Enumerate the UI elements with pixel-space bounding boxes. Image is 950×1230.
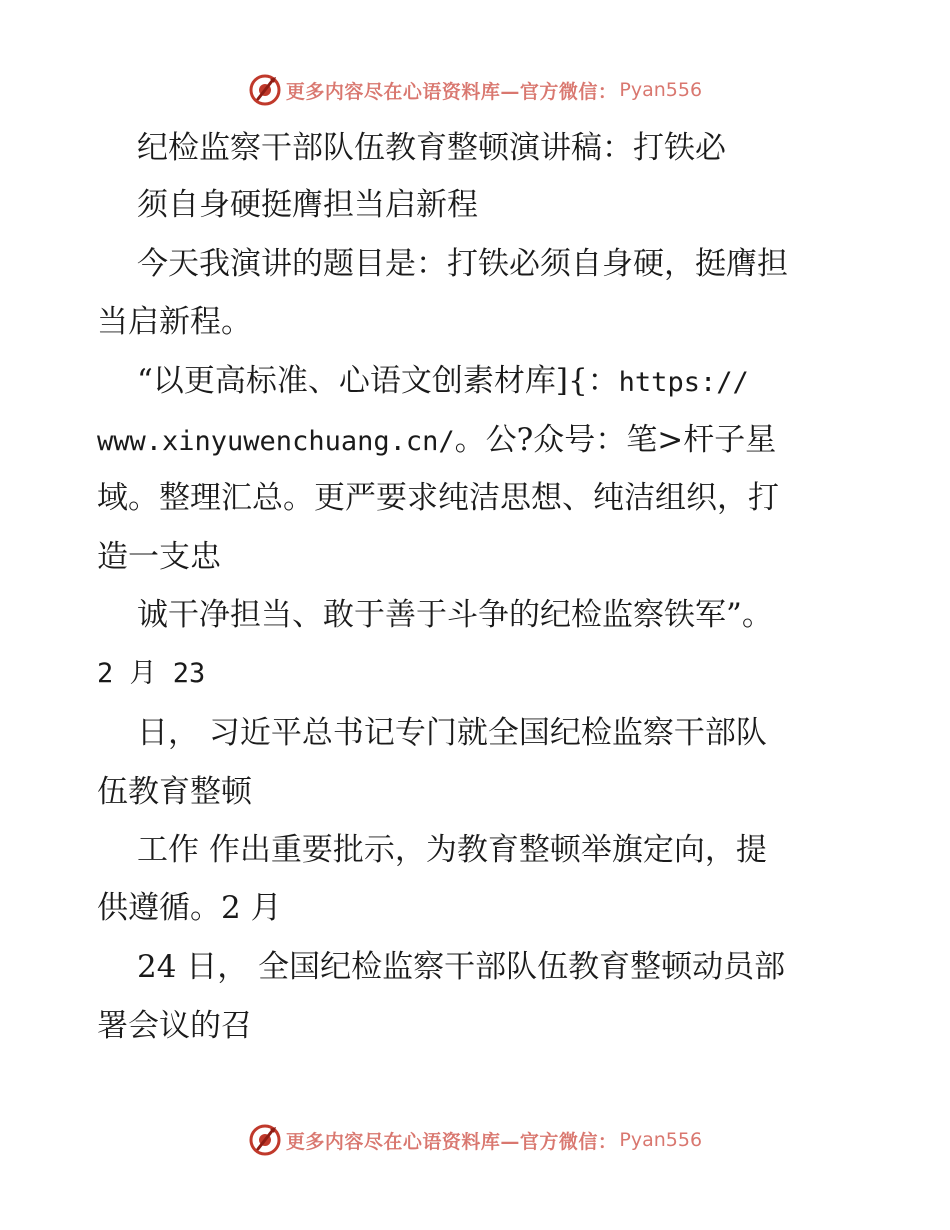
logo-icon: [248, 1123, 282, 1157]
paragraph-3-line-2: 2 月 23: [97, 658, 206, 689]
paragraph-2-line-1: “以更高标准、心语文创素材库]{：https://: [137, 363, 749, 399]
paragraph-4-line-1: 日， 习近平总书记专门就全国纪检监察干部队: [137, 715, 767, 751]
url-part-2: www.xinyuwenchuang.cn/: [97, 426, 455, 457]
header-banner: [0, 70, 950, 110]
banner-wechat-id: Pyan556: [619, 79, 703, 101]
footer-banner: [0, 1120, 950, 1160]
paragraph-2-line-2: www.xinyuwenchuang.cn/。公?众号：笔>杆子星: [97, 422, 777, 458]
title-line-1: 纪检监察干部队伍教育整顿演讲稿：打铁必: [137, 130, 726, 166]
paragraph-6-line-1: 24 日， 全国纪检监察干部队伍教育整顿动员部: [137, 949, 786, 985]
paragraph-1-line-2: 当启新程。: [97, 304, 252, 340]
paragraph-5-line-1: 工作 作出重要批示，为教育整顿举旗定向，提: [137, 832, 767, 868]
banner-text: 更多内容尽在心语资料库—官方微信：: [285, 1130, 618, 1153]
banner-text: 更多内容尽在心语资料库—官方微信：: [285, 80, 618, 103]
paragraph-6-line-2: 署会议的召: [97, 1008, 252, 1044]
banner-wechat-id: Pyan556: [619, 1129, 703, 1151]
title-line-2: 须自身硬挺膺担当启新程: [137, 187, 478, 223]
logo-icon: [248, 73, 282, 107]
paragraph-3-line-1: 诚干净担当、敢于善于斗争的纪检监察铁军”。: [137, 597, 773, 633]
url-part-1: https://: [618, 367, 749, 398]
paragraph-5-line-2: 供遵循。2 月: [97, 890, 282, 926]
paragraph-2-line-4: 造一支忠: [97, 539, 221, 575]
paragraph-2-line-3: 域。整理汇总。更严要求纯洁思想、纯洁组织，打: [97, 480, 779, 516]
paragraph-4-line-2: 伍教育整顿: [97, 774, 252, 810]
paragraph-1-line-1: 今天我演讲的题目是：打铁必须自身硬，挺膺担: [137, 246, 788, 282]
